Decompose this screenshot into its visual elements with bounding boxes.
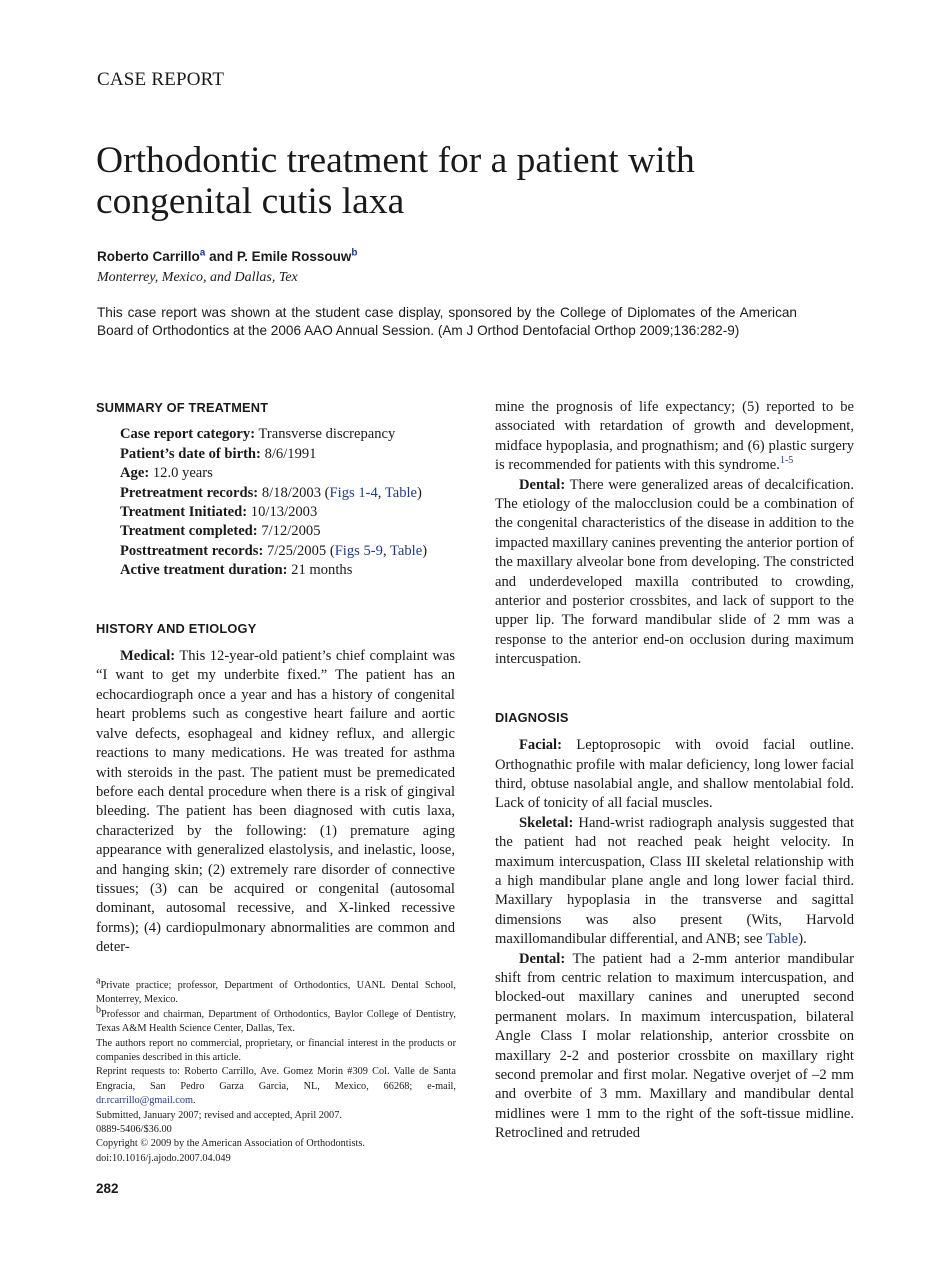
doi: doi:10.1016/j.ajodo.2007.04.049 bbox=[96, 1152, 231, 1164]
author-join: and bbox=[209, 249, 234, 264]
summary-heading: SUMMARY OF TREATMENT bbox=[96, 400, 269, 415]
dental-history-paragraph bbox=[495, 476, 854, 670]
author-name: Roberto Carrillo bbox=[97, 249, 200, 264]
facial-label: Facial: bbox=[519, 737, 562, 754]
footnotes bbox=[96, 975, 456, 1166]
summary-item: Age: 12.0 years bbox=[120, 465, 213, 482]
figure-link[interactable]: Figs 1-4 bbox=[329, 484, 378, 501]
table-link[interactable]: Table bbox=[389, 542, 423, 559]
presentation-note: This case report was shown at the student case display, sponsored by the College of Diplomates of the American Board of Orthodontics at the 2006 AAO Annual Session. (Am J Orthod Dentofacial Orthop 2009;136:282-9) bbox=[97, 305, 797, 338]
dental-label: Dental: bbox=[519, 476, 566, 493]
figure-link[interactable]: Figs 5-9 bbox=[334, 542, 383, 559]
summary-item: Case report category: Transverse discrepancy bbox=[120, 426, 396, 443]
dental-diagnosis-text: The patient had a 2-mm anterior mandibular shift from centric relation to maximum intercuspation, and blocked-out maxillary canines and unerupted second permanent molars. In maximum intercuspation, bilateral Angle Class I molar relationship, anterior crossbite on maxillary 2-2 and posterior crossbite on maxillary right second premolar and first molar. Negative overjet of –2 mm and overbite of 3 mm. Maxillary and mandibular dental midlines were 1 mm to the right of the soft-tissue midline. Retroclined and retruded bbox=[495, 950, 855, 1142]
author-affiliation-marker[interactable]: b bbox=[351, 247, 358, 259]
dental-label: Dental: bbox=[519, 950, 566, 967]
medical-paragraph-continued: mine the prognosis of life expectancy; (5) reported to be associated with retardation of growth and development, midface hypoplasia, and prognathism; and (6) plastic surgery is recommended for patients with this syndrome.$^{1-5}$ bbox=[495, 399, 854, 474]
page-number: 282 bbox=[96, 1181, 119, 1196]
summary-item: Treatment Initiated: 10/13/2003 bbox=[120, 504, 318, 521]
facial-paragraph bbox=[495, 736, 854, 814]
summary-list bbox=[120, 425, 455, 580]
issn: 0889-5406/$36.00 bbox=[96, 1124, 172, 1136]
skeletal-label: Skeletal: bbox=[519, 814, 574, 831]
author-name: P. Emile Rossouw bbox=[236, 249, 352, 264]
summary-item: Treatment completed: 7/12/2005 bbox=[120, 523, 321, 540]
summary-item: Patient’s date of birth: 8/6/1991 bbox=[120, 445, 317, 462]
medical-paragraph bbox=[96, 647, 455, 958]
summary-item: Posttreatment records: 7/25/2005 (Figs 5-9, Table) bbox=[120, 542, 428, 559]
medical-text: This 12-year-old patient’s chief complaint was “I want to get my underbite fixed.” The patient has an echocardiograph once a year and has a history of congenital heart problems such as congestive heart failure and aortic valve defects, esophageal and kidney reflux, and allergic reactions to many medications. He was treated for asthma with steroids in the past. The patient must be premedicated before each dental procedure when there is a risk of gingival bleeding. The patient has been diagnosed with cutis laxa, characterized by the following: (1) premature aging appearance with generalized elastolysis, and inelastic, loose, and hanging skin; (2) extremely rare disorder of connective tissues; (3) can be acquired or congenital (autosomal dominant, autosomal recessive, and X-linked recessive forms); (4) cardiopulmonary abnormalities are common and deter- bbox=[96, 648, 456, 956]
left-column bbox=[96, 398, 455, 958]
email-link[interactable]: dr.rcarrillo@gmail.com bbox=[96, 1095, 193, 1107]
facial-text: Leptoprosopic with ovoid facial outline. Orthognathic profile with malar deficiency, long lower facial third, obtuse nasolabial angle, and shallow mentolabial fold. Lack of tonicity of all facial muscles. bbox=[495, 737, 854, 812]
summary-item: Pretreatment records: 8/18/2003 (Figs 1-4, Table) bbox=[120, 484, 422, 501]
author-line bbox=[97, 249, 358, 264]
submission-dates: Submitted, January 2007; revised and accepted, April 2007. bbox=[96, 1109, 342, 1121]
table-link[interactable]: Table bbox=[384, 484, 418, 501]
article-title: Orthodontic treatment for a patient with congenital cutis laxa bbox=[96, 140, 695, 222]
dental-history-text: There were generalized areas of decalcification. The etiology of the malocclusion could be a combination of the congenital characteristics of the disease in addition to the impacted maxillary canines preventing the anterior portion of the maxillary alveolar bone from developing. The constricted and underdeveloped maxilla contributed to crowding, anterior and posterior crossbites, and lack of support to the upper lip. The forward mandibular slide of 2 mm was a response to the anterior end-on occlusion during maximum intercuspation. bbox=[495, 476, 854, 668]
medical-label: Medical: bbox=[120, 648, 176, 665]
footnote-b: $^b$Professor and chairman, Department of Orthodontics, Baylor College of Dentistry, Texas A&M Health Science Center, Dallas, Tex. bbox=[96, 1004, 456, 1035]
diagnosis-heading: DIAGNOSIS bbox=[495, 709, 569, 725]
author-affiliation-marker[interactable]: a bbox=[199, 247, 206, 259]
affiliation: Monterrey, Mexico, and Dallas, Tex bbox=[97, 270, 298, 285]
disclosure: The authors report no commercial, proprietary, or financial interest in the products or companies described in this article. bbox=[96, 1037, 456, 1064]
right-column bbox=[495, 398, 854, 1144]
copyright: Copyright © 2009 by the American Association of Orthodontists. bbox=[96, 1138, 365, 1150]
reference-link[interactable]: 1-5 bbox=[779, 455, 794, 467]
reprint-requests: Reprint requests to: Roberto Carrillo, Ave. Gomez Morin #309 Col. Valle de Santa Engracia, San Pedro Garza Garcia, NL, Mexico, 66268; e-mail, dr.rcarrillo@gmail.com. bbox=[96, 1066, 456, 1107]
footnote-a: $^a$Private practice; professor, Department of Orthodontics, UANL Dental School, Monterrey, Mexico. bbox=[96, 975, 456, 1006]
summary-item: Active treatment duration: 21 months bbox=[120, 562, 353, 579]
history-heading: HISTORY AND ETIOLOGY bbox=[96, 620, 257, 636]
section-label: CASE REPORT bbox=[97, 69, 225, 90]
table-link[interactable]: Table bbox=[766, 931, 799, 948]
dental-diagnosis-paragraph bbox=[495, 950, 854, 1144]
skeletal-text: Hand-wrist radiograph analysis suggested that the patient had not reached peak height velocity. In maximum intercuspation, Class III skeletal relationship with a high mandibular plane angle and long lower facial third. Maxillary hypoplasia in the transverse and sagittal dimensions was also present (Wits, Harvold maxillomandibular differential, and ANB; see bbox=[495, 814, 855, 948]
skeletal-paragraph: Skeletal: Hand-wrist radiograph analysis suggested that the patient had not reached peak height velocity. In maximum intercuspation, Class III skeletal relationship with a high mandibular plane angle and long lower facial third. Maxillary hypoplasia in the transverse and sagittal dimensions was also present (Wits, Harvold maxillomandibular differential, and ANB; see Table). bbox=[495, 814, 855, 948]
